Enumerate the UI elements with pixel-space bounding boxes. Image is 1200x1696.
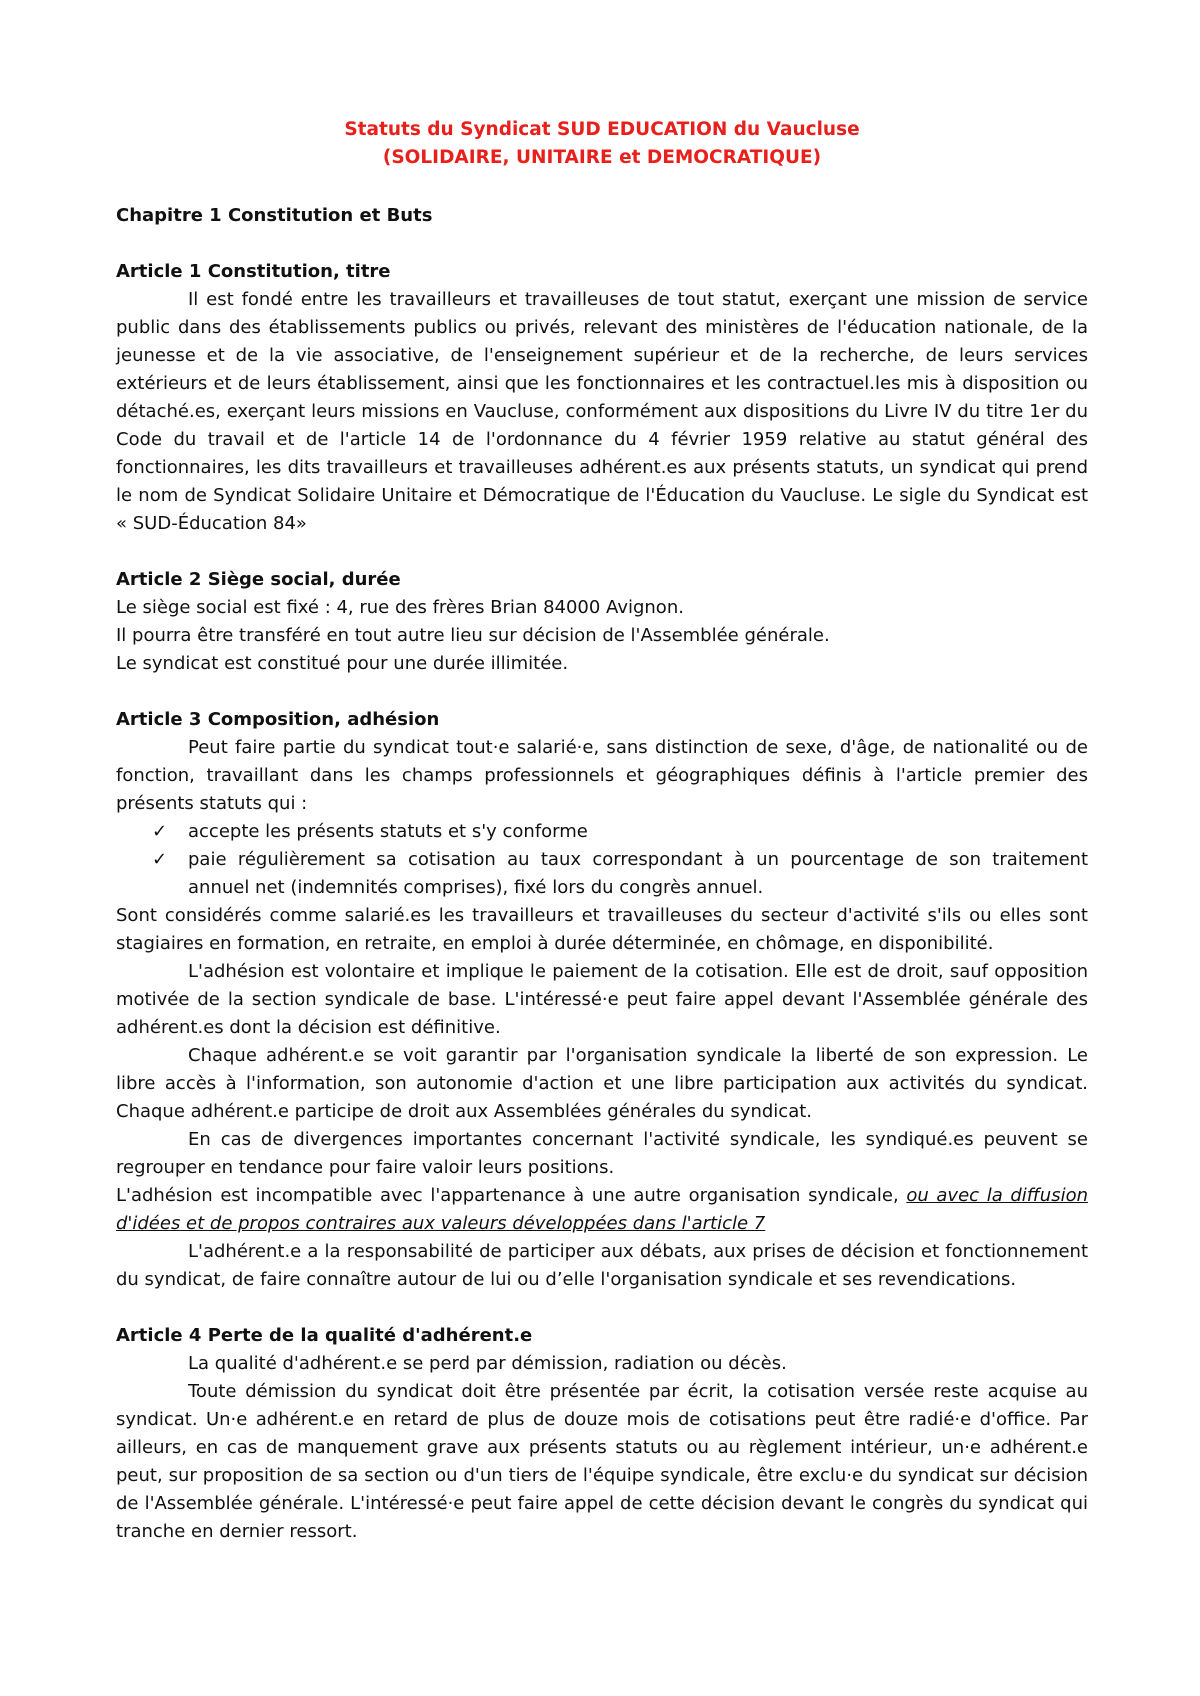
article-4-paragraph-2: Toute démission du syndicat doit être présentée par écrit, la cotisation versée reste acquise au syndicat. Un·e adhérent.e en retard de plus de douze mois de cotisations peut être radié·e d'office. Par ailleurs, en cas de manquement grave aux présents statuts ou au règlement intérieur, un·e adhérent.e peut, sur proposition de sa section ou d'un tiers de l'équipe syndicale, être exclu·e du syndicat sur décision de l'Assemblée générale. L'intéressé·e peut faire appel de cette décision devant le congrès du syndicat qui tranche en dernier ressort. [116, 1381, 1088, 1542]
list-item-text: paie régulièrement sa cotisation au taux correspondant à un pourcentage de son traitement annuel net (indemnités comprises), fixé lors du congrès annuel. [188, 849, 1088, 898]
document-title [116, 116, 1088, 172]
article-2-line-2: Il pourra être transféré en tout autre lieu sur décision de l'Assemblée générale. [116, 625, 830, 646]
article-3-paragraph-7: L'adhérent.e a la responsabilité de participer aux débats, aux prises de décision et fonctionnement du syndicat, de faire connaître autour de lui ou d’elle l'organisation syndicale et ses revendications. [116, 1241, 1088, 1290]
article-3-paragraph-1: Peut faire partie du syndicat tout·e salarié·e, sans distinction de sexe, d'âge, de nationalité ou de fonction, travaillant dans les champs professionnels et géographiques définis à l'article premier des présents statuts qui : [116, 737, 1088, 814]
paragraph-text: L'adhésion est incompatible avec l'appartenance à une autre organisation syndicale, [116, 1185, 907, 1206]
article-4 [116, 1322, 1088, 1546]
article-4-heading: Article 4 Perte de la qualité d'adhérent.e [116, 1325, 533, 1346]
amended-text: ou avec la diffusion d'idées et de propos contraires aux valeurs développées dans l'article 7 [116, 1185, 1088, 1234]
article-4-paragraph-1: La qualité d'adhérent.e se perd par démission, radiation ou décès. [188, 1353, 787, 1374]
list-item [116, 846, 1088, 902]
article-2-line-3: Le syndicat est constitué pour une durée illimitée. [116, 653, 569, 674]
article-3-paragraph-3: L'adhésion est volontaire et implique le paiement de la cotisation. Elle est de droit, sauf opposition motivée de la section syndicale de base. L'intéressé·e peut faire appel devant l'Assemblée générale des adhérent.es dont la décision est définitive. [116, 961, 1088, 1038]
article-1-heading: Article 1 Constitution, titre [116, 261, 391, 282]
chapter-1-heading: Chapitre 1 Constitution et Buts [116, 205, 433, 226]
checkmark-icon: ✓ [152, 821, 168, 842]
article-2-line-1: Le siège social est fixé : 4, rue des frères Brian 84000 Avignon. [116, 597, 684, 618]
article-3 [116, 706, 1088, 1294]
list-item [116, 818, 1088, 846]
article-3-conditions-list [116, 818, 1088, 902]
article-1-paragraph-1: Il est fondé entre les travailleurs et travailleuses de tout statut, exerçant une mission de service public dans des établissements publics ou privés, relevant des ministères de l'éducation nationale, de la jeunesse et de la vie associative, de l'enseignement supérieur et de la recherche, de leurs services extérieurs et de leurs établissement, ainsi que les fonctionnaires et les contractuel.les mis à disposition ou détaché.es, exerçant leurs missions en Vaucluse, conformément aux dispositions du Livre IV du titre 1er du Code du travail et de l'article 14 de l'ordonnance du 4 février 1959 relative au statut général des fonctionnaires, les dits travailleurs et travailleuses adhérent.es aux présents statuts, un syndicat qui prend le nom de Syndicat Solidaire Unitaire et Démocratique de l'Éducation du Vaucluse. Le sigle du Syndicat est « SUD-Éducation 84» [116, 289, 1088, 534]
title-line-2: (SOLIDAIRE, UNITAIRE et DEMOCRATIQUE) [382, 147, 822, 168]
article-1 [116, 258, 1088, 538]
article-2 [116, 566, 1088, 678]
article-3-paragraph-5: En cas de divergences importantes concernant l'activité syndicale, les syndiqué.es peuvent se regrouper en tendance pour faire valoir leurs positions. [116, 1129, 1088, 1178]
article-3-heading: Article 3 Composition, adhésion [116, 709, 440, 730]
article-3-paragraph-2: Sont considérés comme salarié.es les travailleurs et travailleuses du secteur d'activité s'ils ou elles sont stagiaires en formation, en retraite, en emploi à durée déterminée, en chômage, en disponibilité. [116, 905, 1088, 954]
checkmark-icon: ✓ [152, 849, 168, 870]
title-line-1: Statuts du Syndicat SUD EDUCATION du Vaucluse [344, 119, 860, 140]
list-item-text: accepte les présents statuts et s'y conforme [188, 821, 588, 842]
article-2-heading: Article 2 Siège social, durée [116, 569, 401, 590]
article-3-paragraph-4: Chaque adhérent.e se voit garantir par l'organisation syndicale la liberté de son expression. Le libre accès à l'information, son autonomie d'action et une libre participation aux activités du syndicat. Chaque adhérent.e participe de droit aux Assemblées générales du syndicat. [116, 1045, 1088, 1122]
article-3-paragraph-6 [116, 1182, 1088, 1238]
